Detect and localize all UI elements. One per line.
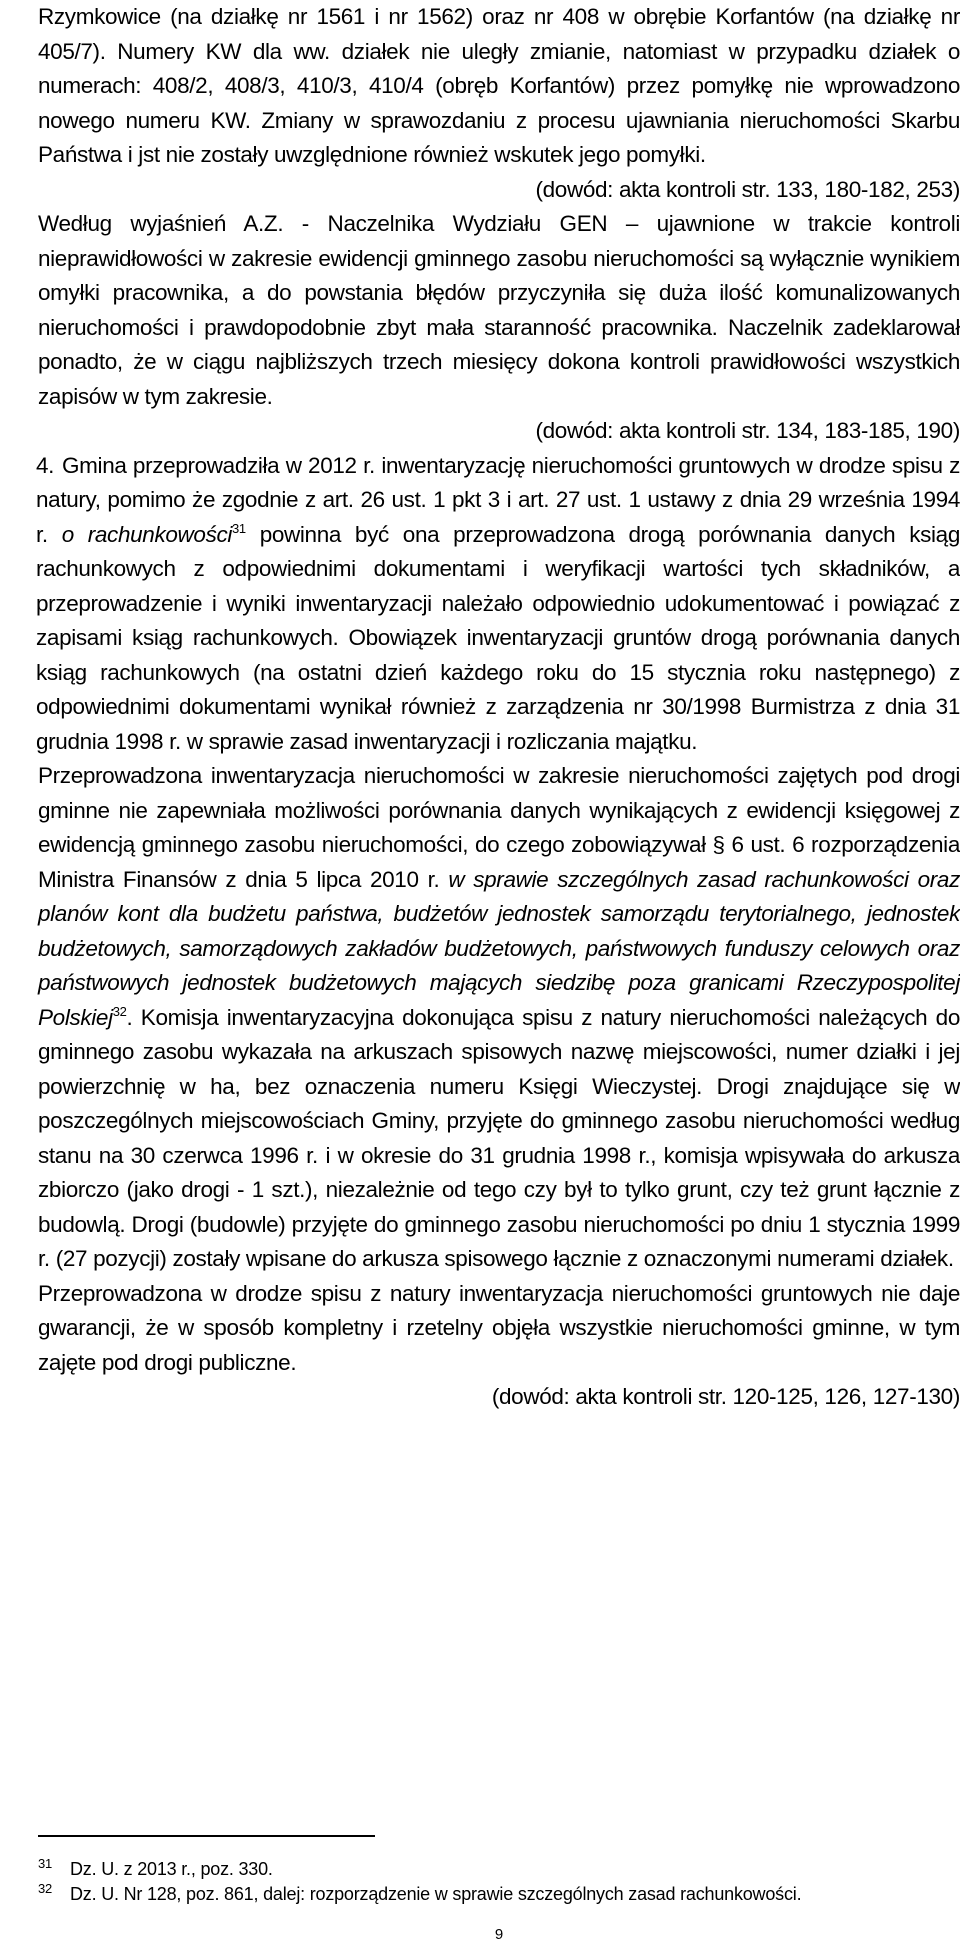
evidence-3: (dowód: akta kontroli str. 120-125, 126, 127-130) xyxy=(491,1384,960,1409)
paragraph-3-end: powinna być ona przeprowadzona drogą porównania danych ksiąg rachunkowych z odpowiednimi dokumentami i weryfikacji wartości tych składników, a przeprowadzenie i wyniki inwentaryzacji należało odpowiednio udokumentować i powiązać z zapisami ksiąg rachunkowych. Obowiązek inwentaryzacji gruntów drogą porównania danych ksiąg rachunkowych (na ostatni dzień każdego roku do 15 stycznia roku następnego) z odpowiednimi dokumentami wynikał również z zarządzenia nr 30/1998 Burmistrza z dnia 31 grudnia 1998 r. w sprawie zasad inwentaryzacji i rozliczania majątku. xyxy=(36,521,960,754)
paragraph-4 xyxy=(38,759,960,1277)
paragraph-1: Rzymkowice (na działkę nr 1561 i nr 1562) oraz nr 408 w obrębie Korfantów (na działkę nr 405/7). Numery KW dla ww. działek nie uległy zmianie, natomiast w przypadku działek o numerach: 408/2, 408/3, 410/3, 410/4 (obręb Korfantów) przez pomyłkę nie wprowadzono nowego numeru KW. Zmiany w sprawozdaniu z procesu ujawniania nieruchomości Skarbu Państwa i jst nie zostały uwzględnione również wskutek jego pomyłki. xyxy=(38,4,960,167)
footnote-separator xyxy=(38,1835,375,1837)
evidence-1: (dowód: akta kontroli str. 133, 180-182, 253) xyxy=(535,176,960,202)
paragraph-3-start: Gmina przeprowadziła w 2012 r. inwentaryzację nieruchomości gruntowych w drodze spisu z natury, pomimo że zgodnie z art. 26 ust. 1 pkt 3 i art. 27 ust. 1 ustawy z dnia 29 września 1994 r. xyxy=(36,452,960,547)
footnote-32 xyxy=(38,1878,801,1905)
footnote-ref-31: 31 xyxy=(232,520,246,536)
footnote-31 xyxy=(38,1853,273,1880)
footnote-number: 31 xyxy=(38,1856,53,1871)
list-item-4: 4. Gmina przeprowadziła w 2012 r. inwentaryzację nieruchomości gruntowych w drodze spisu z natury, pomimo że zgodnie z art. 26 ust. 1 pkt 3 i art. 27 ust. 1 ustawy z dnia 29 września 1994 r. o rachunkowości$^{31}$ powinna być ona przeprowadzona drogą porównania danych ksiąg rachunkowych z odpowiednimi dokumentami i weryfikacji wartości tych składników, a przeprowadzenie i wyniki inwentaryzacji należało odpowiednio udokumentować i powiązać z zapisami ksiąg rachunkowych. Obowiązek inwentaryzacji gruntów drogą porównania danych ksiąg rachunkowych (na ostatni dzień każdego roku do 15 stycznia roku następnego) z odpowiednimi dokumentami wynikał również z zarządzenia nr 30/1998 Burmistrza z dnia 31 grudnia 1998 r. w sprawie zasad inwentaryzacji i rozliczania majątku. xyxy=(38,449,960,760)
paragraph-3-italic: o rachunkowości xyxy=(61,521,233,547)
paragraph-3 xyxy=(36,449,960,760)
paragraph-4-italic: w sprawie szczególnych zasad rachunkowości oraz planów kont dla budżetu państwa, budżetów jednostek samorządu terytorialnego, jednostek budżetowych, samorządowych zakładów budżetowych, państwowych funduszy celowych oraz państwowych jednostek budżetowych mających siedzibę poza granicami Rzeczypospolitej Polskiej xyxy=(38,866,960,1030)
document-page xyxy=(36,0,960,1943)
footnote-text: Dz. U. z 2013 r., poz. 330. xyxy=(70,1859,273,1879)
body-text xyxy=(38,0,960,1415)
evidence-2: (dowód: akta kontroli str. 134, 183-185, 190) xyxy=(535,418,960,443)
paragraph-4-start: Przeprowadzona inwentaryzacja nieruchomości w zakresie nieruchomości zajętych pod drogi gminne nie zapewniała możliwości porównania danych wynikających z ewidencji księgowej z ewidencją gminnego zasobu nieruchomości, do czego zobowiązywał § 6 ust. 6 rozporządzenia Ministra Finansów z dnia 5 lipca 2010 r. xyxy=(38,763,960,892)
paragraph-2: Według wyjaśnień A.Z. - Naczelnika Wydziału GEN – ujawnione w trakcie kontroli nieprawidłowości w zakresie ewidencji gminnego zasobu nieruchomości są wyłącznie wynikiem omyłki pracownika, a do powstania błędów przyczyniła się duża ilość komunalizowanych nieruchomości i prawdopodobnie zbyt mała staranność pracownika. Naczelnik zadeklarował ponadto, że w ciągu najbliższych trzech miesięcy dokona kontroli prawidłowości wszystkich zapisów w tym zakresie. xyxy=(38,211,960,409)
footnote-number: 32 xyxy=(38,1881,53,1896)
footnote-text: Dz. U. Nr 128, poz. 861, dalej: rozporządzenie w sprawie szczególnych zasad rachunkowości. xyxy=(70,1884,802,1904)
footnote-ref-32: 32 xyxy=(112,1003,127,1019)
page-number: 9 xyxy=(494,1926,504,1943)
paragraph-5: Przeprowadzona w drodze spisu z natury inwentaryzacja nieruchomości gruntowych nie daje gwarancji, że w sposób kompletny i rzetelny objęła wszystkie nieruchomości gminne, w tym zajęte pod drogi publiczne. xyxy=(38,1280,960,1375)
paragraph-4-end: . Komisja inwentaryzacyjna dokonująca spisu z natury nieruchomości należących do gminnego zasobu wykazała na arkuszach spisowych nazwę miejscowości, numer działki i jej powierzchnię w ha, bez oznaczenia numeru Księgi Wieczystej. Drogi znajdujące się w poszczególnych miejscowościach Gminy, przyjęte do gminnego zasobu nieruchomości według stanu na 30 czerwca 1996 r. i w okresie do 31 grudnia 1998 r., komisja wpisywała do arkusza zbiorczo (jako drogi - 1 szt.), niezależnie od tego czy był to tylko grunt, czy też grunt łącznie z budowlą. Drogi (budowle) przyjęte do gminnego zasobu nieruchomości po dniu 1 stycznia 1999 r. (27 pozycji) zostały wpisane do arkusza spisowego łącznie z oznaczonymi numerami działek. xyxy=(38,1004,960,1271)
